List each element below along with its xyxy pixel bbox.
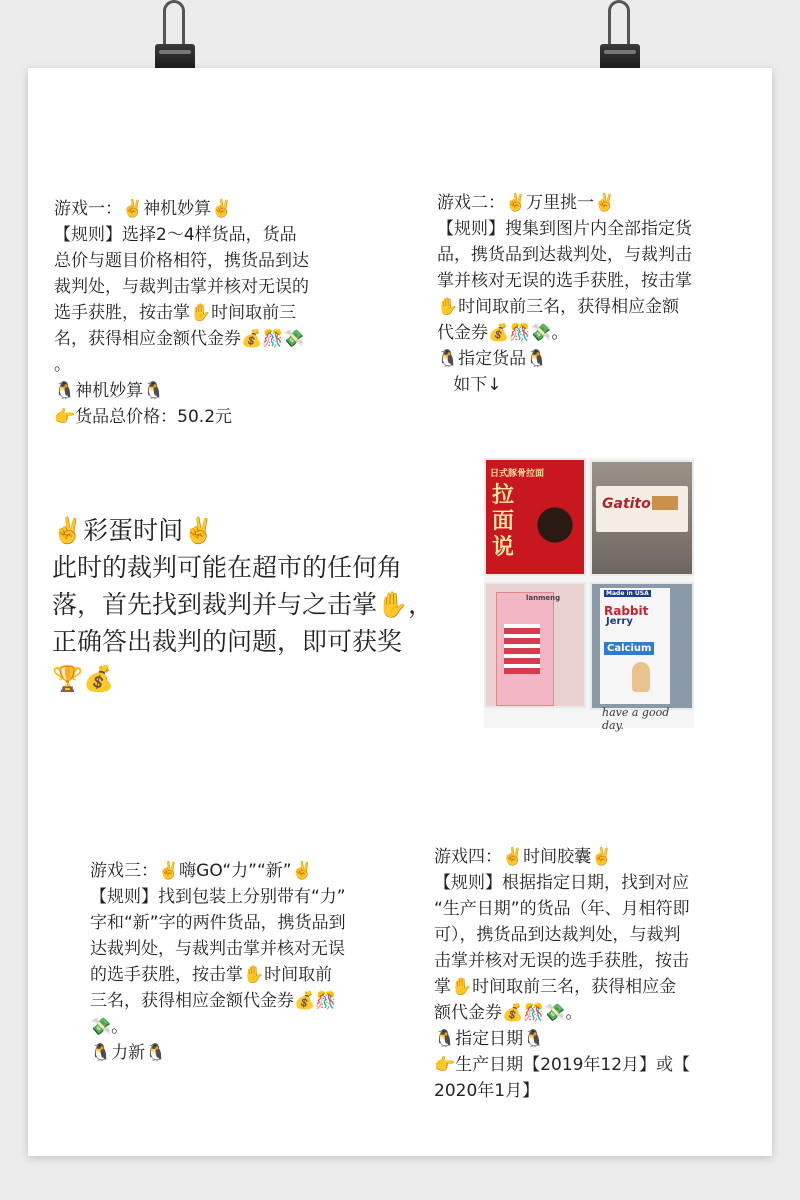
- game1-rule-line: 裁判处，与裁判击掌并核对无误的: [54, 277, 309, 297]
- ramen-brand: 拉面说: [492, 482, 515, 560]
- game2-subtitle: 🐧指定货品🐧: [437, 349, 548, 369]
- product-photo-calcium: [590, 582, 694, 710]
- product-photo-ramen: [484, 458, 586, 576]
- game1-title: 游戏一：✌️神机妙算✌️: [54, 199, 233, 219]
- game3-rule-line: 💸。: [90, 1017, 129, 1037]
- game2-rule-line: 品，携货品到达裁判处，与裁判击: [437, 245, 692, 265]
- game1-rule-line: 名，获得相应金额代金券💰🎊💸: [54, 329, 305, 349]
- game2-rule-line: 代金券💰🎊💸。: [437, 323, 569, 343]
- signature-text: have a good day.: [602, 706, 670, 732]
- game4-rule-line: 可），携货品到达裁判处，与裁判: [434, 925, 681, 945]
- easter-egg-line: 落，首先找到裁判并与之击掌✋，: [52, 590, 434, 619]
- game1-rule-line: 。: [54, 355, 71, 375]
- game3-rule-line: 达裁判处，与裁判击掌并核对无误: [90, 939, 345, 959]
- product-photo-gatito: [590, 460, 694, 576]
- game4-subtitle: 🐧指定日期🐧: [434, 1029, 545, 1049]
- game4-date-line: 2020年1月】: [434, 1081, 540, 1101]
- game3-rule-line: 【规则】找到包装上分别带有“力”: [90, 887, 346, 907]
- game1-section: [54, 196, 384, 430]
- game3-rule-line: 的选手获胜，按击掌✋时间取前: [90, 965, 333, 985]
- game4-rule-line: 掌✋时间取前三名，获得相应金: [434, 977, 677, 997]
- game4-date-line: 👉生产日期【2019年12月】或【: [434, 1055, 691, 1075]
- game3-title: 游戏三：✌️嗨GO“力”“新”✌️: [90, 861, 313, 881]
- game1-rule-line: 【规则】选择2～4样货品，货品: [54, 225, 297, 245]
- game1-rule-line: 选手获胜，按击掌✋时间取前三: [54, 303, 297, 323]
- game2-title: 游戏二：✌️万里挑一✌️: [437, 193, 616, 213]
- game2-below: 如下↓: [437, 375, 502, 395]
- chopsticks-graphic: [530, 490, 580, 560]
- game1-subtitle: 🐧神机妙算🐧: [54, 381, 165, 401]
- game4-rule-line: 额代金券💰🎊💸。: [434, 1003, 583, 1023]
- easter-egg-line: 正确答出裁判的问题，即可获奖: [52, 627, 403, 656]
- game3-subtitle: 🐧力新🐧: [90, 1043, 167, 1063]
- game4-rule-line: 【规则】根据指定日期，找到对应: [434, 873, 689, 893]
- game2-rule-line: 掌并核对无误的选手获胜，按击掌: [437, 271, 692, 291]
- calcium-label: Calcium: [604, 642, 654, 655]
- gatito-brand: Gatito: [602, 496, 651, 512]
- easter-egg-line: 🏆💰: [52, 664, 115, 693]
- game2-rule-line: ✋时间取前三名，获得相应金额: [437, 297, 680, 317]
- calcium-origin: Made in USA: [606, 590, 649, 597]
- candy-brand: lanmeng: [526, 594, 561, 602]
- game3-section: [90, 858, 410, 1066]
- game4-rule-line: 击掌并核对无误的选手获胜，按击: [434, 951, 689, 971]
- product-photo-candy: [484, 582, 586, 708]
- calcium-brand-1: Rabbit: [604, 604, 649, 618]
- easter-egg-title: ✌️彩蛋时间✌️: [52, 516, 215, 545]
- calcium-brand-2: Jerry: [606, 616, 633, 627]
- easter-egg-line: 此时的裁判可能在超市的任何角: [52, 553, 403, 582]
- game1-price: 👉货品总价格：50.2元: [54, 407, 233, 427]
- game2-section: [437, 190, 767, 398]
- game3-rule-line: 三名，获得相应金额代金券💰🎊: [90, 991, 337, 1011]
- product-photo-collage: [484, 458, 694, 732]
- game4-section: [434, 844, 764, 1104]
- ramen-subtitle: 日式豚骨拉面: [490, 469, 545, 479]
- game2-rule-line: 【规则】搜集到图片内全部指定货: [437, 219, 692, 239]
- easter-egg-section: [52, 512, 462, 697]
- game4-rule-line: “生产日期”的货品（年、月相符即: [434, 899, 690, 919]
- game1-rule-line: 总价与题目价格相符，携货品到达: [54, 251, 309, 271]
- rabbit-graphic: [632, 662, 650, 692]
- game3-rule-line: 字和“新”字的两件货品，携货品到: [90, 913, 346, 933]
- game4-title: 游戏四：✌️时间胶囊✌️: [434, 847, 613, 867]
